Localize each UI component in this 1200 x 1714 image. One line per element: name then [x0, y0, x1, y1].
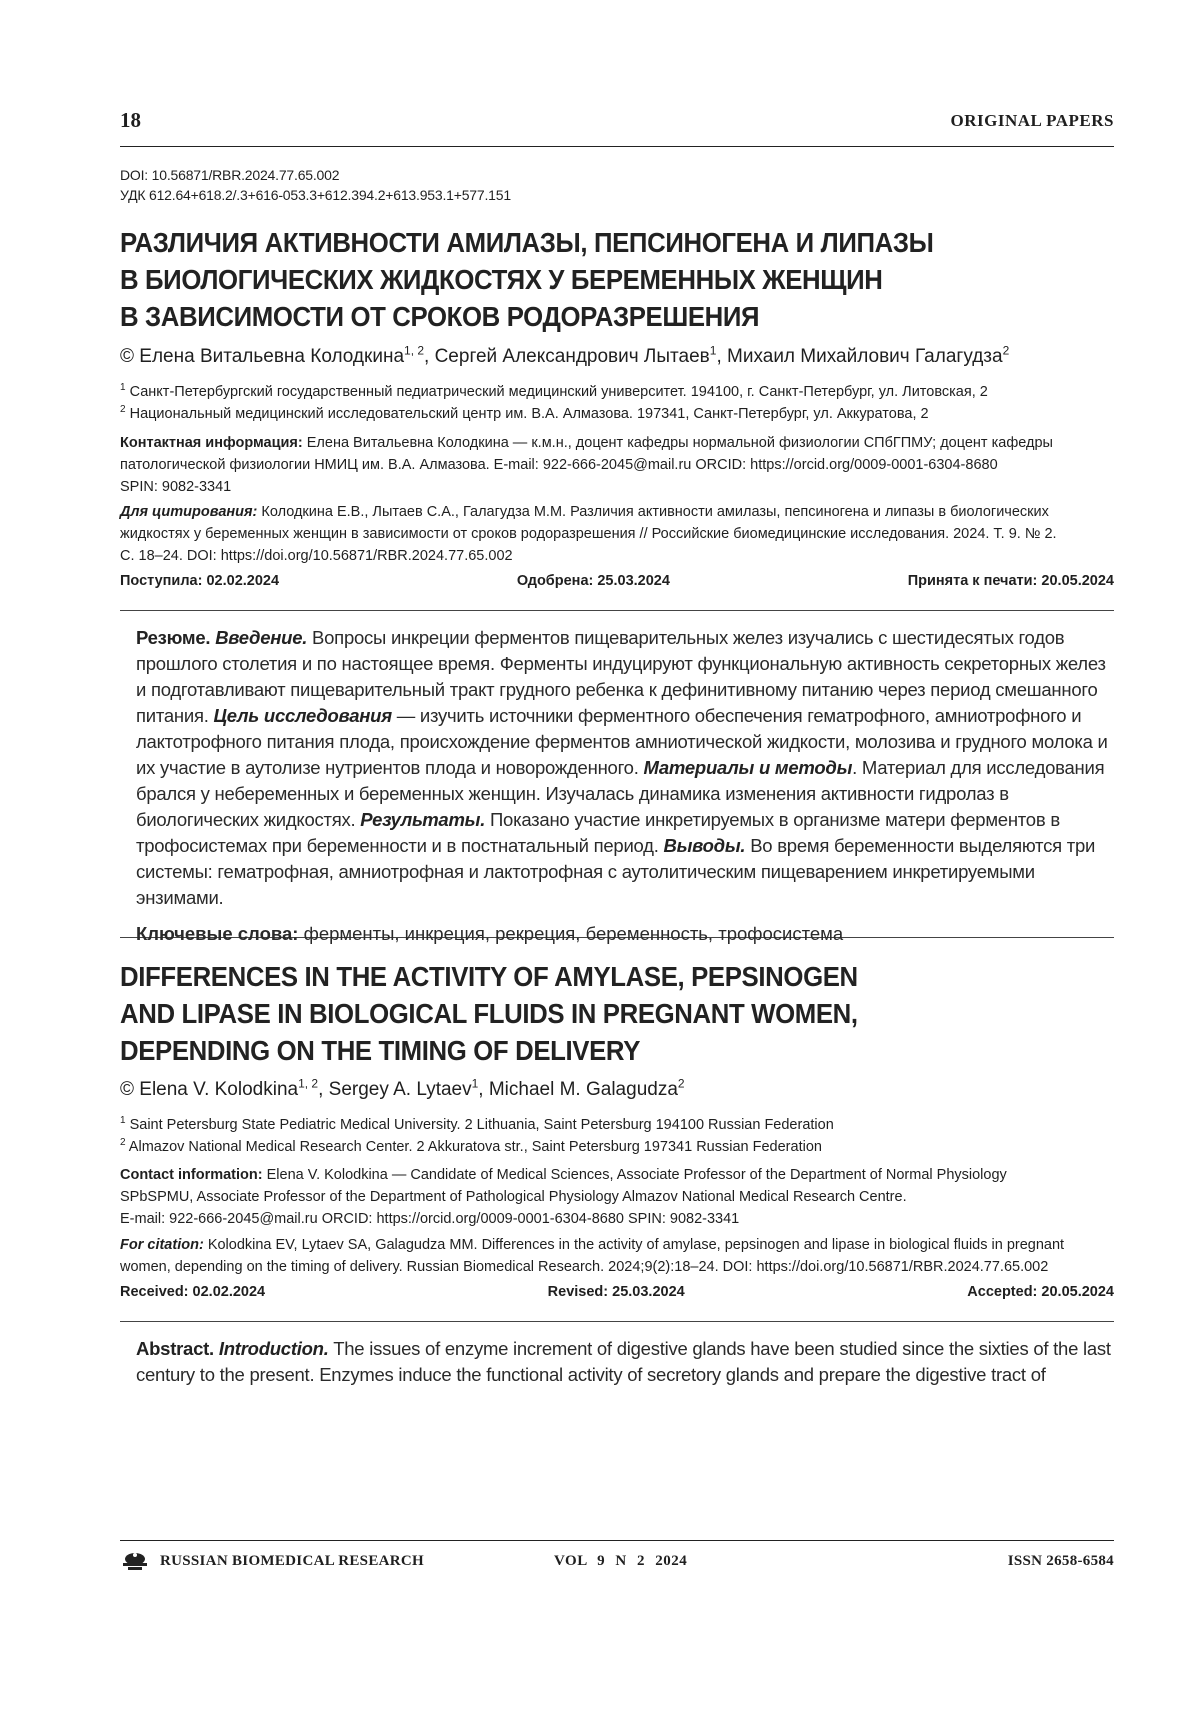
- en-affiliations: [120, 1114, 1114, 1158]
- ru-title-line: РАЗЛИЧИЯ АКТИВНОСТИ АМИЛАЗЫ, ПЕПСИНОГЕНА И ЛИПАЗЫ: [120, 227, 934, 258]
- page-number: 18: [120, 108, 141, 132]
- author-name: , Michael M. Galagudza: [478, 1079, 678, 1100]
- contact-label: Контактная информация:: [120, 435, 303, 451]
- author-name: © Elena V. Kolodkina: [120, 1079, 299, 1100]
- issn: ISSN 2658-6584: [1007, 1553, 1114, 1569]
- en-title-line: DEPENDING ON THE TIMING OF DELIVERY: [120, 1035, 641, 1066]
- en-citation: For citation: Kolodkina EV, Lytaev SA, Galagudza MM. Differences in the activity of amylase, pepsinogen and lipase in biological fluids in pregnant women, depending on the timing of delivery. Russian Biomedical Research. 2024;9(2):18–24. DOI: https://doi.org/10.56871/RBR.2024.77.65.002: [120, 1237, 1065, 1275]
- author-name: , Михаил Михайлович Галагудза: [716, 346, 1003, 367]
- en-abstract: Abstract. Introduction. The issues of enzyme increment of digestive glands have been studied since the sixties of the last century to the present. Enzymes induce the functional activity of secretory glands and prepare the digestive tract of: [136, 1338, 1111, 1385]
- author-affil-ref: 2: [677, 1076, 685, 1091]
- contact-label: Contact information:: [120, 1167, 263, 1183]
- accepted-date: Принята к печати: 20.05.2024: [907, 573, 1114, 589]
- affiliation: $^1$ Saint Petersburg State Pediatric Medical University. 2 Lithuania, Saint Petersburg 194100 Russian Federation: [120, 1115, 834, 1133]
- citation-label: Для цитирования:: [120, 504, 258, 520]
- citation-label: For citation:: [120, 1237, 204, 1253]
- running-head: [120, 108, 1114, 147]
- author-name: , Сергей Александрович Лытаев: [424, 346, 710, 367]
- ru-contact-info: Контактная информация: Елена Витальевна Колодкина — к.м.н., доцент кафедры нормальной физиологии СПбГПМУ; доцент кафедры патологической физиологии НМИЦ им. В.А. Алмазова. E-mail: 922-666-2045@mail.ru ORCID: https://orcid.org/0009-0001-6304-8680 SPIN: 9082-3341: [120, 435, 1053, 495]
- journal-name: RUSSIAN BIOMEDICAL RESEARCH: [160, 1553, 424, 1569]
- en-contact-info: Contact information: Elena V. Kolodkina — Candidate of Medical Sciences, Associate Professor of the Department of Normal Physiology SPbSPMU, Associate Professor of the Department of Pathological Physiology Almazov National Medical Research Centre. E-mail: 922-666-2045@mail.ru ORCID: https://orcid.org/0009-0001-6304-8680 SPIN: 9082-3341: [120, 1167, 1007, 1227]
- author-name: , Sergey A. Lytaev: [318, 1079, 472, 1100]
- affiliation: $^1$ Санкт-Петербургский государственный педиатрический медицинский университет. 194100, г. Санкт-Петербург, ул. Литовская, 2: [120, 382, 988, 400]
- en-title-line: DIFFERENCES IN THE ACTIVITY OF AMYLASE, PEPSINOGEN: [120, 961, 858, 992]
- journal-logo-icon: [120, 1550, 150, 1572]
- received-date: Received: 02.02.2024: [120, 1284, 266, 1300]
- author-affil-ref: 1: [709, 343, 717, 358]
- ru-title: [120, 224, 1114, 335]
- doi[interactable]: DOI: 10.56871/RBR.2024.77.65.002: [120, 167, 340, 183]
- author-affil-ref: 1: [471, 1076, 479, 1091]
- ru-abstract: Резюме. Введение. Вопросы инкреции ферментов пищеварительных желез изучались с шестидесятых годов прошлого столетия и по настоящее время. Ферменты индуцируют функциональную активность секреторных желез и подготавливают пищеварительный тракт грудного ребенка к дефинитивному питанию через период смешанного питания. Цель исследования — изучить источники ферментного обеспечения гематрофного, амниотрофного и лактотрофного питания плода, происхождение ферментов амниотической жидкости, молозива и грудного молока и их участие в аутолизе нутриентов плода и новорожденного. Материалы и методы. Материал для исследования брался у небеременных и беременных женщин. Изучалась динамика изменения активности гидролаз в биологических жидкостях. Результаты. Показано участие инкретируемых в организме матери ферментов в трофосистемах при беременности и в постнатальный период. Выводы. Во время беременности выделяются три системы: гематрофная, амниотрофная и лактотрофная с аутолитическим пищеварением инкретируемыми энзимами.: [136, 627, 1108, 908]
- ru-dates: [120, 573, 1114, 589]
- accepted-date: Accepted: 20.05.2024: [967, 1284, 1114, 1300]
- revised-date: Revised: 25.03.2024: [547, 1284, 685, 1300]
- author-name: © Елена Витальевна Колодкина: [120, 346, 405, 367]
- ru-citation: Для цитирования: Колодкина Е.В., Лытаев С.А., Галагудза М.М. Различия активности амилазы, пепсиногена и липазы в биологических жидкостях у беременных женщин в зависимости от сроков родоразрешения // Российские биомедицинские исследования. 2024. Т. 9. № 2. С. 18–24. DOI: https://doi.org/10.56871/RBR.2024.77.65.002: [120, 504, 1057, 564]
- en-title: [120, 958, 1114, 1069]
- udk: УДК 612.64+618.2/.3+616-053.3+612.394.2+613.953.1+577.151: [120, 187, 511, 203]
- identifiers: [120, 165, 1114, 205]
- page-footer: [120, 1540, 1114, 1577]
- affiliation: $^2$ Almazov National Medical Research Center. 2 Akkuratova str., Saint Petersburg 197341 Russian Federation: [120, 1137, 822, 1155]
- section-label: ORIGINAL PAPERS: [950, 111, 1114, 130]
- author-affil-ref: 2: [1002, 343, 1010, 358]
- ru-title-line: В ЗАВИСИМОСТИ ОТ СРОКОВ РОДОРАЗРЕШЕНИЯ: [120, 301, 760, 332]
- ru-keywords: Ключевые слова: ферменты, инкреция, рекреция, беременность, трофосистема: [136, 923, 844, 944]
- en-title-line: AND LIPASE IN BIOLOGICAL FLUIDS IN PREGNANT WOMEN,: [120, 998, 858, 1029]
- ru-abstract-box: [120, 610, 1114, 944]
- en-authors: [120, 1077, 1114, 1103]
- ru-title-line: В БИОЛОГИЧЕСКИХ ЖИДКОСТЯХ У БЕРЕМЕННЫХ ЖЕНЩИН: [120, 264, 883, 295]
- author-affil-ref: 1, 2: [404, 343, 425, 358]
- affiliation: $^2$ Национальный медицинский исследовательский центр им. В.А. Алмазова. 197341, Санкт-Петербург, ул. Аккуратова, 2: [120, 404, 929, 422]
- en-abstract-box: [120, 1321, 1114, 1432]
- ru-affiliations: [120, 381, 1114, 425]
- volume-info: VOL 9 N 2 2024: [554, 1553, 688, 1569]
- en-dates: [120, 1284, 1114, 1300]
- ru-authors: [120, 344, 1114, 370]
- received-date: Поступила: 02.02.2024: [120, 573, 280, 589]
- author-affil-ref: 1, 2: [298, 1076, 319, 1091]
- revised-date: Одобрена: 25.03.2024: [516, 573, 670, 589]
